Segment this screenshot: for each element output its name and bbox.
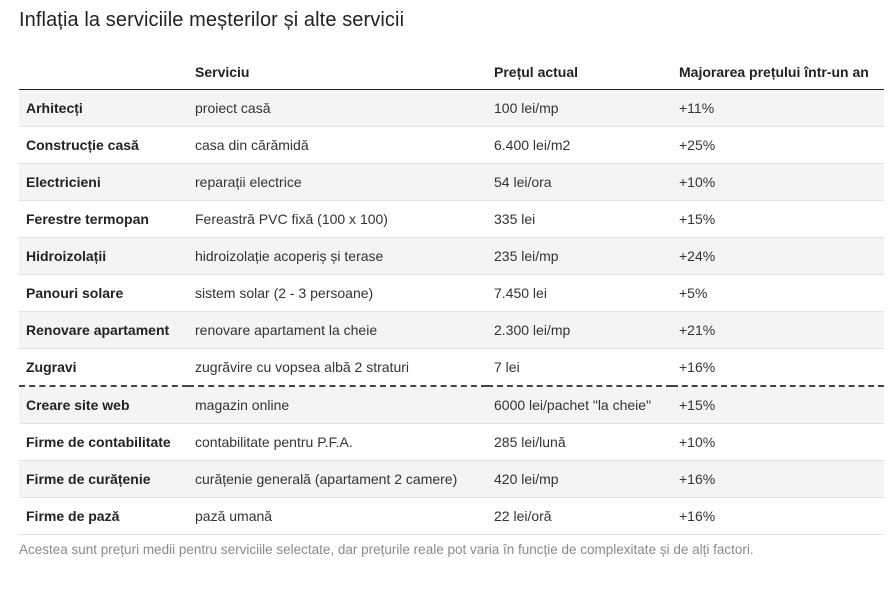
table-row (19, 424, 884, 461)
row-price: 7.450 lei (487, 275, 672, 312)
table-row (19, 164, 884, 201)
row-price: 54 lei/ora (487, 164, 672, 201)
row-increase: +24% (672, 238, 884, 275)
row-service: curățenie generală (apartament 2 camere) (188, 461, 487, 498)
row-category: Creare site web (19, 386, 188, 424)
header-price: Prețul actual (487, 54, 672, 90)
row-service: hidroizolație acoperiș și terase (188, 238, 487, 275)
footnote: Acestea sunt prețuri medii pentru serviciile selectate, dar prețurile reale pot varia în funcție de complexitate și de alți factori. (19, 542, 754, 557)
row-price: 6000 lei/pachet "la cheie" (487, 386, 672, 424)
row-increase: +15% (672, 201, 884, 238)
header-category (19, 54, 188, 90)
page-title: Inflația la serviciile meșterilor și alte servicii (19, 9, 405, 31)
row-service: zugrăvire cu vopsea albă 2 straturi (188, 349, 487, 387)
header-service: Serviciu (188, 54, 487, 90)
table-row (19, 349, 884, 387)
row-category: Electricieni (19, 164, 188, 201)
row-increase: +10% (672, 164, 884, 201)
table-row (19, 275, 884, 312)
row-price: 420 lei/mp (487, 461, 672, 498)
row-price: 335 lei (487, 201, 672, 238)
row-price: 235 lei/mp (487, 238, 672, 275)
row-price: 2.300 lei/mp (487, 312, 672, 349)
header-increase: Majorarea prețului într-un an (672, 54, 884, 90)
row-service: casa din cărămidă (188, 127, 487, 164)
table-row (19, 201, 884, 238)
table-row (19, 386, 884, 424)
row-increase: +15% (672, 386, 884, 424)
row-category: Firme de curățenie (19, 461, 188, 498)
table-row (19, 90, 884, 127)
table-row (19, 312, 884, 349)
table-row (19, 498, 884, 535)
row-price: 22 lei/oră (487, 498, 672, 535)
row-price: 285 lei/lună (487, 424, 672, 461)
table-row (19, 238, 884, 275)
row-service: proiect casă (188, 90, 487, 127)
row-category: Firme de pază (19, 498, 188, 535)
row-category: Construcție casă (19, 127, 188, 164)
row-increase: +16% (672, 498, 884, 535)
row-increase: +5% (672, 275, 884, 312)
row-category: Hidroizolații (19, 238, 188, 275)
row-service: renovare apartament la cheie (188, 312, 487, 349)
table-header-row (19, 54, 884, 90)
row-price: 100 lei/mp (487, 90, 672, 127)
row-service: pază umană (188, 498, 487, 535)
row-increase: +16% (672, 349, 884, 387)
row-category: Ferestre termopan (19, 201, 188, 238)
row-increase: +11% (672, 90, 884, 127)
row-category: Arhitecți (19, 90, 188, 127)
row-service: sistem solar (2 - 3 persoane) (188, 275, 487, 312)
table-row (19, 461, 884, 498)
row-increase: +25% (672, 127, 884, 164)
row-increase: +21% (672, 312, 884, 349)
row-price: 7 lei (487, 349, 672, 387)
row-increase: +16% (672, 461, 884, 498)
row-service: Fereastră PVC fixă (100 x 100) (188, 201, 487, 238)
row-service: magazin online (188, 386, 487, 424)
row-category: Renovare apartament (19, 312, 188, 349)
row-price: 6.400 lei/m2 (487, 127, 672, 164)
row-service: contabilitate pentru P.F.A. (188, 424, 487, 461)
row-service: reparații electrice (188, 164, 487, 201)
price-table (19, 54, 884, 535)
row-category: Firme de contabilitate (19, 424, 188, 461)
table-row (19, 127, 884, 164)
row-category: Zugravi (19, 349, 188, 387)
row-increase: +10% (672, 424, 884, 461)
row-category: Panouri solare (19, 275, 188, 312)
